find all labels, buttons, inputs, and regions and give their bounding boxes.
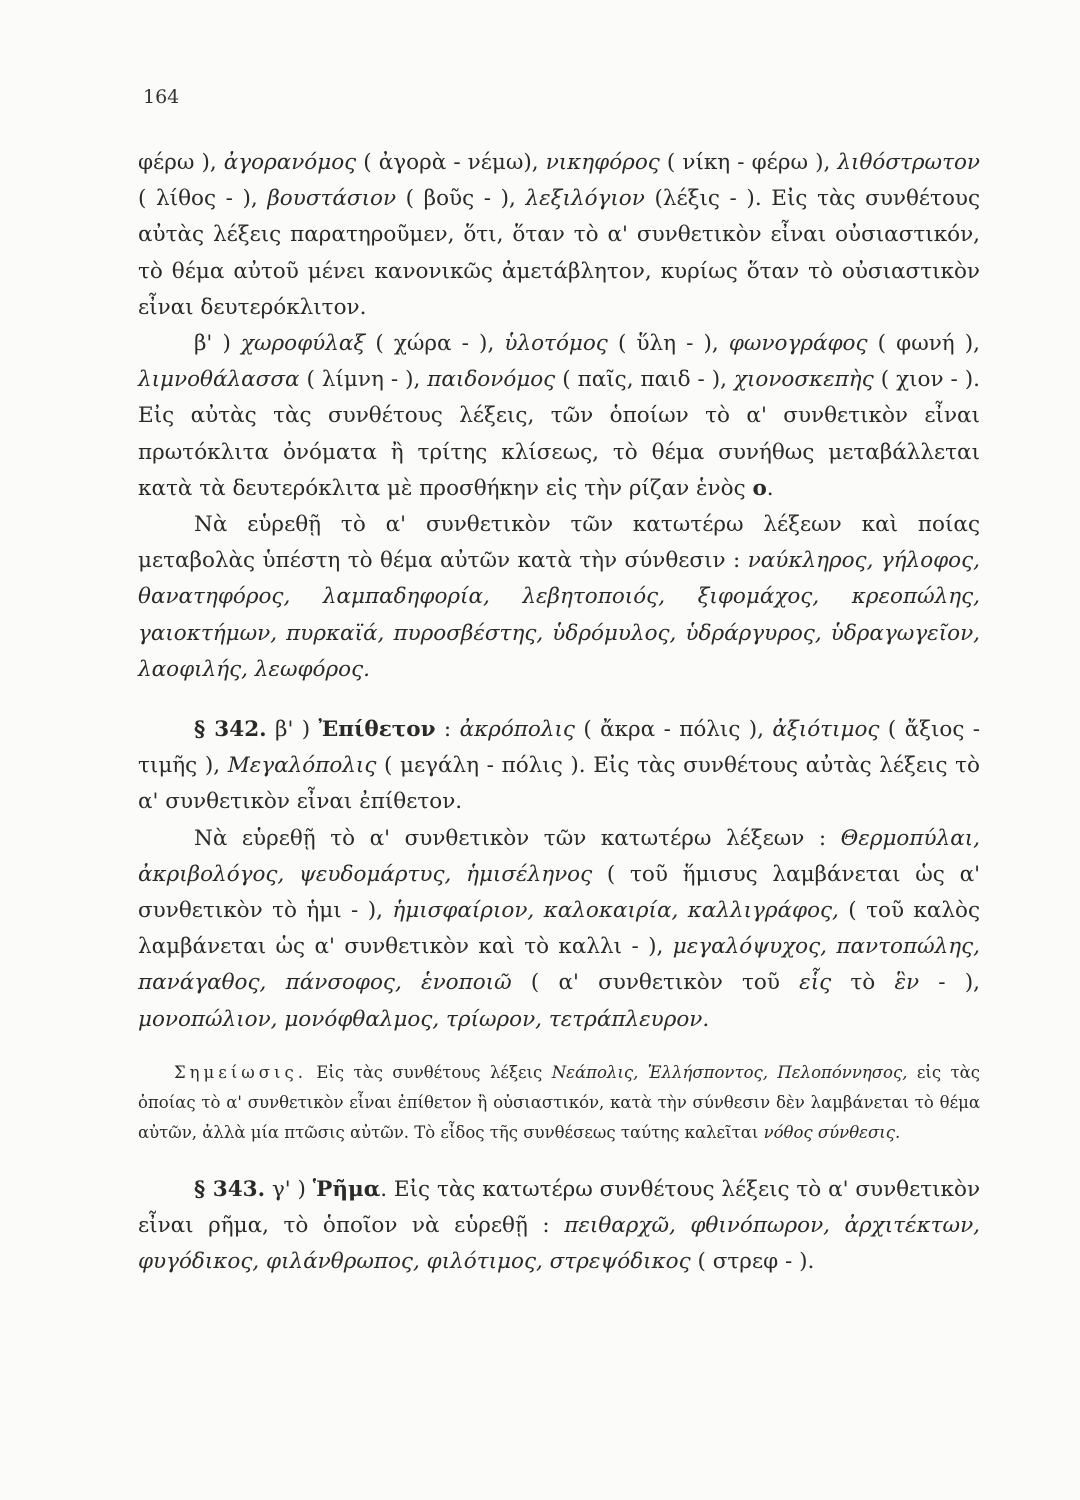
example-word: νικηφόρος <box>545 150 660 175</box>
text-run: Νὰ εὑρεθῇ τὸ α' συνθετικὸν τῶν κατωτέρω λέξεων καὶ ποίας μεταβολὰς ὑπέστη τὸ θέμα αὐτῶν κατὰ τὴν σύνθεσιν : <box>138 512 980 574</box>
section-342 <box>138 712 980 821</box>
text-run: ( χιον - ). Εἰς αὐτὰς τὰς συνθέτους λέξεις, τῶν ὁποίων τὸ α' συνθετικὸν εἶναι πρωτόκλιτα ὀνόματα ἢ τρίτης κλίσεως, τὸ θέμα συνήθως μεταβάλλεται κατὰ τὰ δευτερόκλιτα μὲ προσθήκην εἰς τὴν ρίζαν ἑνὸς <box>138 367 981 501</box>
example-word: μεγαλόψυχος, παντοπώλης, πανάγαθος, πάνσοφος, ἑνοποιῶ <box>138 934 980 996</box>
body-text <box>138 145 980 1280</box>
text-run: - ), <box>919 970 981 996</box>
text-run: (λέξις - ). Εἰς τὰς συνθέτους αὐτὰς λέξεις παρατηροῦμεν, ὅτι, ὅταν τὸ α' συνθετικὸν εἶναι οὐσιαστικόν, τὸ θέμα αὐτοῦ μένει κανονικῶς ἀμετάβλητον, κυρίως ὅταν τὸ οὐσιαστικὸν εἶναι δευτερόκλιτον. <box>138 186 980 320</box>
text-run: β' ) <box>194 331 241 357</box>
example-word: βουστάσιον <box>267 186 397 212</box>
example-word: ἀξιότιμος <box>772 717 880 743</box>
text-run: γ' ) <box>265 1176 313 1202</box>
example-word: λιθόστρωτον <box>837 150 980 175</box>
text-run: ( παῖς, παιδ - ), <box>555 367 734 393</box>
text-run: ( ἄκρα - πόλις ), <box>574 717 773 743</box>
paragraph-b <box>138 326 980 507</box>
example-word: Μεγαλόπολις <box>227 753 377 779</box>
section-title: Ῥῆμα <box>312 1176 381 1202</box>
text-run: ( ἀγορὰ - νέμω), <box>356 150 546 175</box>
note-label: Σημείωσις. <box>174 1062 307 1082</box>
text-run: εἰς τὰς ὁποίας τὸ α' συνθετικὸν εἶναι ἐπίθετον ἢ οὐσιαστικόν, κατὰ τὴν σύνθεσιν δὲν λαμβάνεται τὸ θέμα αὐτῶν, ἀλλὰ μία πτῶσις αὐτῶν. Τὸ εἶδος τῆς συνθέσεως ταύτης καλεῖται <box>138 1062 981 1142</box>
example-word: Νεάπολις, Ἑλλήσποντος, Πελοπόννησος, <box>551 1062 908 1082</box>
text-run: φέρω ), <box>138 150 224 175</box>
text-run: Εἰς τὰς συνθέτους λέξεις <box>306 1062 552 1082</box>
text-run: ( α' συνθετικὸν τοῦ <box>511 970 800 996</box>
example-word: νόθος σύνθεσις. <box>763 1122 901 1142</box>
text-run: Νὰ εὑρεθῇ τὸ α' συνθετικὸν τῶν κατωτέρω λέξεων : <box>194 825 841 851</box>
example-word: μονοπώλιον, μονόφθαλμος, τρίωρον, τετράπλευρον. <box>138 1006 710 1032</box>
example-word: Θερμοπύλαι, ἀκριβολόγος, ψευδομάρτυς, ἡμισέληνος <box>138 825 980 887</box>
text-run: ( τοῦ καλὸς λαμβάνεται ὡς α' συνθετικὸν καὶ τὸ καλλι - ), <box>138 898 980 960</box>
text-run: ( λίμνη - ), <box>299 367 428 393</box>
text-run: ( βοῦς - ), <box>396 186 526 212</box>
example-word: λιμνοθάλασσα <box>138 367 300 393</box>
example-word: ἓν <box>894 970 920 996</box>
example-word: παιδονόμος <box>427 367 556 393</box>
text-run: . <box>766 475 774 501</box>
example-word: ἀγορανόμος <box>223 150 357 175</box>
text-run: ( τοῦ ἥμισυς λαμβάνεται ὡς α' συνθετικὸν τὸ ἡμι - ), <box>138 861 981 924</box>
example-word: χιονοσκεπὴς <box>733 367 874 393</box>
example-word: εἷς <box>799 970 832 996</box>
text-run: ( χώρα - ), <box>365 331 505 357</box>
text-run: ( φωνή ), <box>867 331 981 357</box>
note <box>138 1058 980 1148</box>
text-run: β' ) <box>266 717 319 743</box>
section-title: Ἐπίθετον <box>318 717 436 743</box>
text-run: ( νίκη - φέρω ), <box>659 150 838 175</box>
text-run: ( λίθος - ), <box>138 186 268 212</box>
section-343 <box>138 1172 980 1281</box>
text-run: ( ὕλη - ), <box>607 331 729 357</box>
example-word: ἀκρόπολις <box>459 717 575 743</box>
exercise-paragraph-2 <box>138 821 980 1038</box>
text-run: . Εἰς τὰς κατωτέρω συνθέτους λέξεις τὸ α' συνθετικὸν εἶναι ρῆμα, τὸ ὁποῖον νὰ εὑρεθῇ : <box>138 1176 981 1239</box>
section-number: § 342. <box>194 717 267 743</box>
text-run: : <box>435 717 460 743</box>
example-word: χωροφύλαξ <box>240 331 366 357</box>
example-word: πειθαρχῶ, φθινόπωρον, ἀρχιτέκτων, φυγόδικος, φιλάνθρωπος, φιλότιμος, στρεψόδικος <box>138 1213 980 1275</box>
text-run: ( στρεφ - ). <box>690 1249 815 1275</box>
example-word: λεξιλόγιον <box>525 186 645 212</box>
text-run: ( ἄξιος - τιμῆς ), <box>138 717 981 779</box>
letter-o: ο <box>752 475 767 501</box>
page-number: 164 <box>143 86 180 108</box>
exercise-words: ναύκληρος, γήλοφος, θανατηφόρος, λαμπαδηφορία, λεβητοποιός, ξιφομάχος, κρεοπώλης, γαιοκτήμων, πυρκαϊά, πυροσβέστης, ὑδρόμυλος, ὑδράργυρος, ὑδραγωγεῖον, λαοφιλής, λεωφόρος. <box>138 548 981 682</box>
example-word: φωνογράφος <box>728 331 868 357</box>
text-run: ( μεγάλη - πόλις ). Εἰς τὰς συνθέτους αὐτὰς λέξεις τὸ α' συνθετικὸν εἶναι ἐπίθετον. <box>138 753 980 815</box>
text-run: τὸ <box>831 970 895 996</box>
paragraph-compounds-noun <box>138 145 980 326</box>
exercise-paragraph-1 <box>138 507 980 688</box>
example-word: ἡμισφαίριον, καλοκαιρία, καλλιγράφος, <box>392 898 839 924</box>
example-word: ὑλοτόμος <box>504 331 608 357</box>
section-number: § 343. <box>194 1176 266 1202</box>
